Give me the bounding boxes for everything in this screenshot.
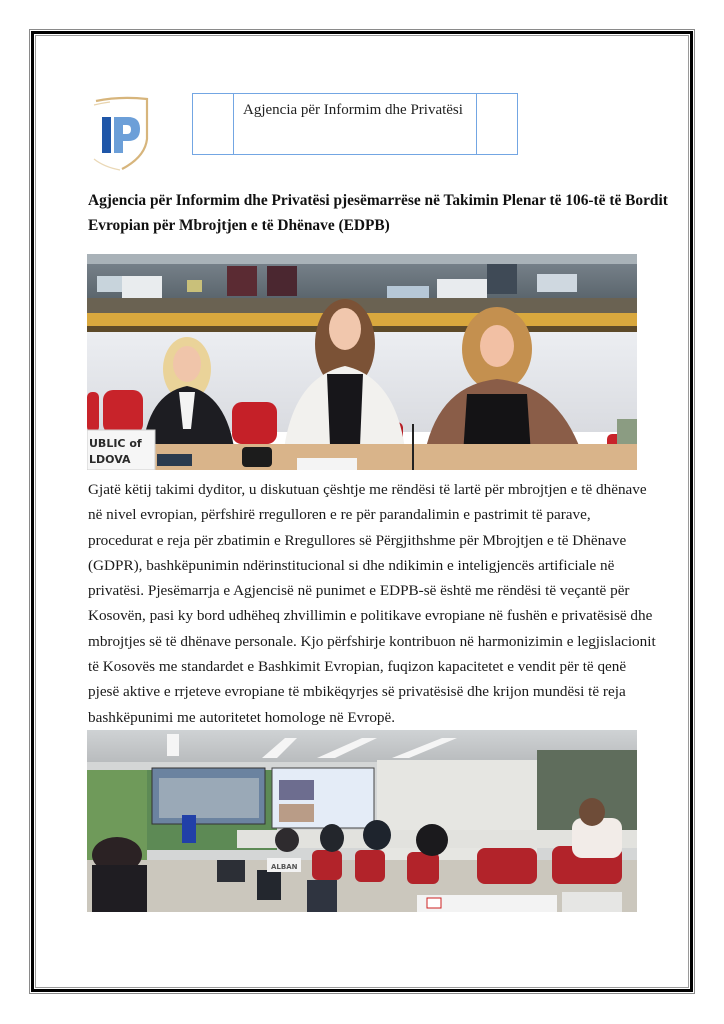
woman-3-face — [480, 325, 514, 367]
delegate — [416, 824, 448, 856]
delegate — [363, 820, 391, 850]
nameplate-2 — [297, 458, 357, 470]
background-laptop — [122, 276, 162, 298]
shield-top-accent — [94, 102, 110, 105]
meeting-photo-delegates — [87, 254, 637, 470]
body-line: në nivel evropian, përfshirë rregulloren e re për parandalimin e pastrimit të parave, — [88, 506, 591, 524]
woman-2-face — [329, 308, 361, 350]
microphone — [412, 424, 414, 470]
delegate — [320, 824, 344, 852]
background-screen — [437, 279, 487, 301]
ip-logo — [90, 95, 150, 171]
delegate — [275, 828, 299, 852]
body-line: (GDPR), bashkëpunimin ndërinstitucional si dhe ndikimin e inteligjencës artificiale në — [88, 556, 615, 574]
body-line: mbrojtjes së të dhënave personale. Kjo përfshirje kontribuon në harmonizimin e legjislacionit — [88, 632, 656, 650]
body-line: pjesë aktive e rrjeteve evropiane të mbikëqyrjes së privatësisë dhe krijon mundësi të reja — [88, 683, 626, 701]
tablet — [157, 454, 192, 466]
background-chair — [267, 266, 297, 296]
ceiling-light — [167, 734, 179, 756]
shield-logo-icon — [90, 95, 150, 171]
article-body — [88, 477, 656, 730]
red-chair — [103, 390, 143, 434]
background-laptop — [537, 274, 577, 292]
nameplate-front — [562, 892, 622, 912]
woman-1-face — [173, 346, 201, 382]
photo-scene-1 — [87, 254, 637, 470]
body-line: privatësi. Pjesëmarrja e Agjencisë në punimet e EDPB-së është me rëndësi të veçantë për — [88, 582, 630, 600]
shield-bottom-accent — [94, 159, 120, 170]
logo-letter-i — [102, 117, 111, 153]
laptop — [217, 860, 245, 882]
slide-box — [279, 804, 314, 822]
article-title-line: Agjencia për Informim dhe Privatësi pjesëmarrëse në Takimin Plenar të 106-të të Bordit — [88, 192, 668, 209]
meeting-photo-plenary-room — [87, 730, 637, 912]
gallery-top — [87, 254, 637, 264]
background-object — [187, 280, 202, 292]
body-line: të Kosovës me standardet e Bashkimit Evropian, fuqizon kapacitetet e vendit për të qenë — [88, 658, 627, 676]
laptop — [257, 870, 281, 900]
georgia-flag — [427, 898, 441, 908]
background-nameplate — [387, 286, 429, 300]
handbag — [242, 447, 272, 467]
red-chair — [355, 850, 385, 882]
delegate — [579, 798, 605, 826]
red-chair — [477, 848, 537, 884]
body-line: bashkëpunimi me autoritetet homologe në Evropë. — [88, 708, 396, 726]
organization-name: Agjencia për Informim dhe Privatësi — [234, 94, 477, 154]
body-line: Gjatë këtij takimi dyditor, u diskutuan çështje me rëndësi të lartë për mbrojtjen e të dhënave — [88, 481, 647, 498]
background-chair — [227, 266, 257, 296]
background-person — [487, 264, 517, 294]
body-line: Kosovën, pasi ky bord udhëheq zhvillimin e politikave evropiane në fushën e privatësisë dhe — [88, 607, 653, 625]
logo-letter-p — [114, 117, 140, 153]
laptop — [307, 880, 337, 912]
article-title-line: Evropian për Mbrojtjen e të Dhënave (EDPB) — [88, 217, 390, 234]
red-chair — [232, 402, 277, 444]
body-line: procedurat e reja për zbatimin e Rregullores së Përgjithshme për Mbrojtjen e të Dhënave — [88, 531, 627, 549]
header-table — [192, 93, 518, 155]
red-chair — [407, 852, 439, 884]
article-title — [88, 188, 668, 238]
nameplate-text-line1: UBLIC of — [89, 437, 142, 450]
nameplate-text-line2: LDOVA — [89, 453, 131, 466]
red-chair — [87, 392, 99, 432]
nameplate-text: ALBAN — [271, 863, 298, 871]
header-cell-right — [477, 94, 517, 154]
video-screen-content — [159, 778, 259, 818]
delegate — [92, 865, 147, 912]
eu-flag — [182, 815, 196, 843]
header-cell-left — [193, 94, 234, 154]
slide-box — [279, 780, 314, 800]
photo-scene-2 — [87, 730, 637, 912]
red-chair — [312, 850, 342, 880]
